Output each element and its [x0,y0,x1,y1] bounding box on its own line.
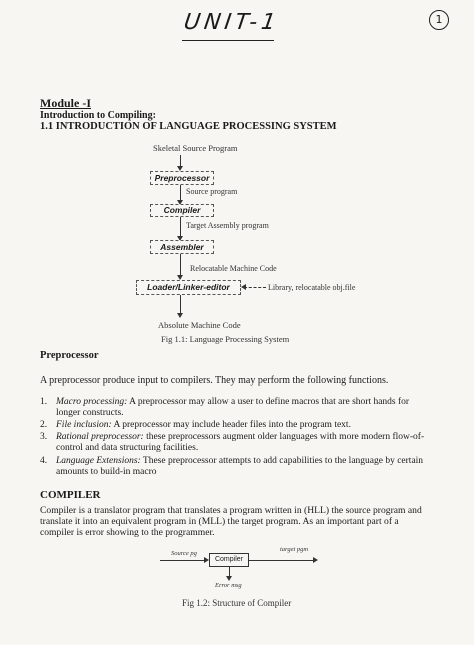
arrow-left-icon [241,284,246,290]
list-term: File inclusion: [56,420,112,430]
list-item [56,456,423,467]
preprocessor-heading: Preprocessor [40,350,99,361]
arrow-icon [226,576,232,581]
module-subtitle: Introduction to Compiling: [40,110,156,121]
compiler-box: Compiler [150,204,214,217]
list-number: 3. [40,432,48,442]
list-item [56,432,424,443]
list-number: 2. [40,420,48,430]
edge-label-relocatable: Relocatable Machine Code [190,264,277,273]
list-text: A preprocessor may include header files into the program text. [111,420,351,430]
section-heading: 1.1 INTRODUCTION OF LANGUAGE PROCESSING SYSTEM [40,121,337,132]
list-item-continuation: control and data structuring facilities. [56,443,199,453]
connector [180,254,181,277]
compiler-para-line: translate it into an equivalent program in (MLL) the target program. As an important part of a [40,516,399,527]
input-line [160,560,206,561]
target-pgm-label: target pgm [280,546,309,553]
arrow-right-icon [313,557,318,563]
edge-label-target-assembly: Target Assembly program [186,221,269,230]
compiler-para-line: compiler is error showing to the programmer. [40,527,215,538]
list-text: A preprocessor may allow a user to define macros that are short hands for [127,397,410,407]
absolute-machine-code-label: Absolute Machine Code [158,320,241,330]
edge-label-source-program: Source program [186,187,238,196]
list-term: Macro processing: [56,397,128,407]
page-number: 1 [429,10,449,30]
side-library-label: Library, relocatable obj.file [268,283,356,292]
list-text: These preprocessor attempts to add capabilities to the language by certain [140,456,424,466]
list-number: 4. [40,456,48,466]
loader-linker-box: Loader/Linker-editor [136,280,241,295]
figure-caption-2: Fig 1.2: Structure of Compiler [182,598,292,608]
connector [180,217,181,238]
list-item-continuation: longer constructs. [56,408,124,418]
list-item [56,420,351,431]
compiler-para-line: Compiler is a translator program that translates a program written in (HLL) the source program and [40,505,422,516]
compiler-box-small: Compiler [209,553,249,567]
figure-caption-1: Fig 1.1: Language Processing System [161,334,290,344]
title-underline [182,40,274,41]
compiler-heading: COMPILER [40,489,101,501]
list-item-continuation: amounts to build-in macro [56,467,157,477]
list-term: Rational preprocessor: [56,432,144,442]
list-term: Language Extensions: [56,456,141,466]
handwritten-unit-title: UNIT-1 [182,10,282,35]
assembler-box: Assembler [150,240,214,254]
output-line [249,560,315,561]
arrow-icon [177,313,183,318]
preprocessor-box: Preprocessor [150,171,214,185]
connector [180,295,181,315]
preprocessor-intro: A preprocessor produce input to compilers. They may perform the following functions. [40,375,389,386]
list-item [56,397,409,408]
error-msg-label: Error msg [215,582,242,589]
side-connector [244,287,266,289]
module-title: Module -I [40,96,91,110]
list-text: these preprocessors augment older languages with more modern flow-of- [143,432,425,442]
skeletal-source-label: Skeletal Source Program [153,143,238,153]
source-pg-label: Source pg [171,550,197,557]
list-number: 1. [40,397,48,407]
